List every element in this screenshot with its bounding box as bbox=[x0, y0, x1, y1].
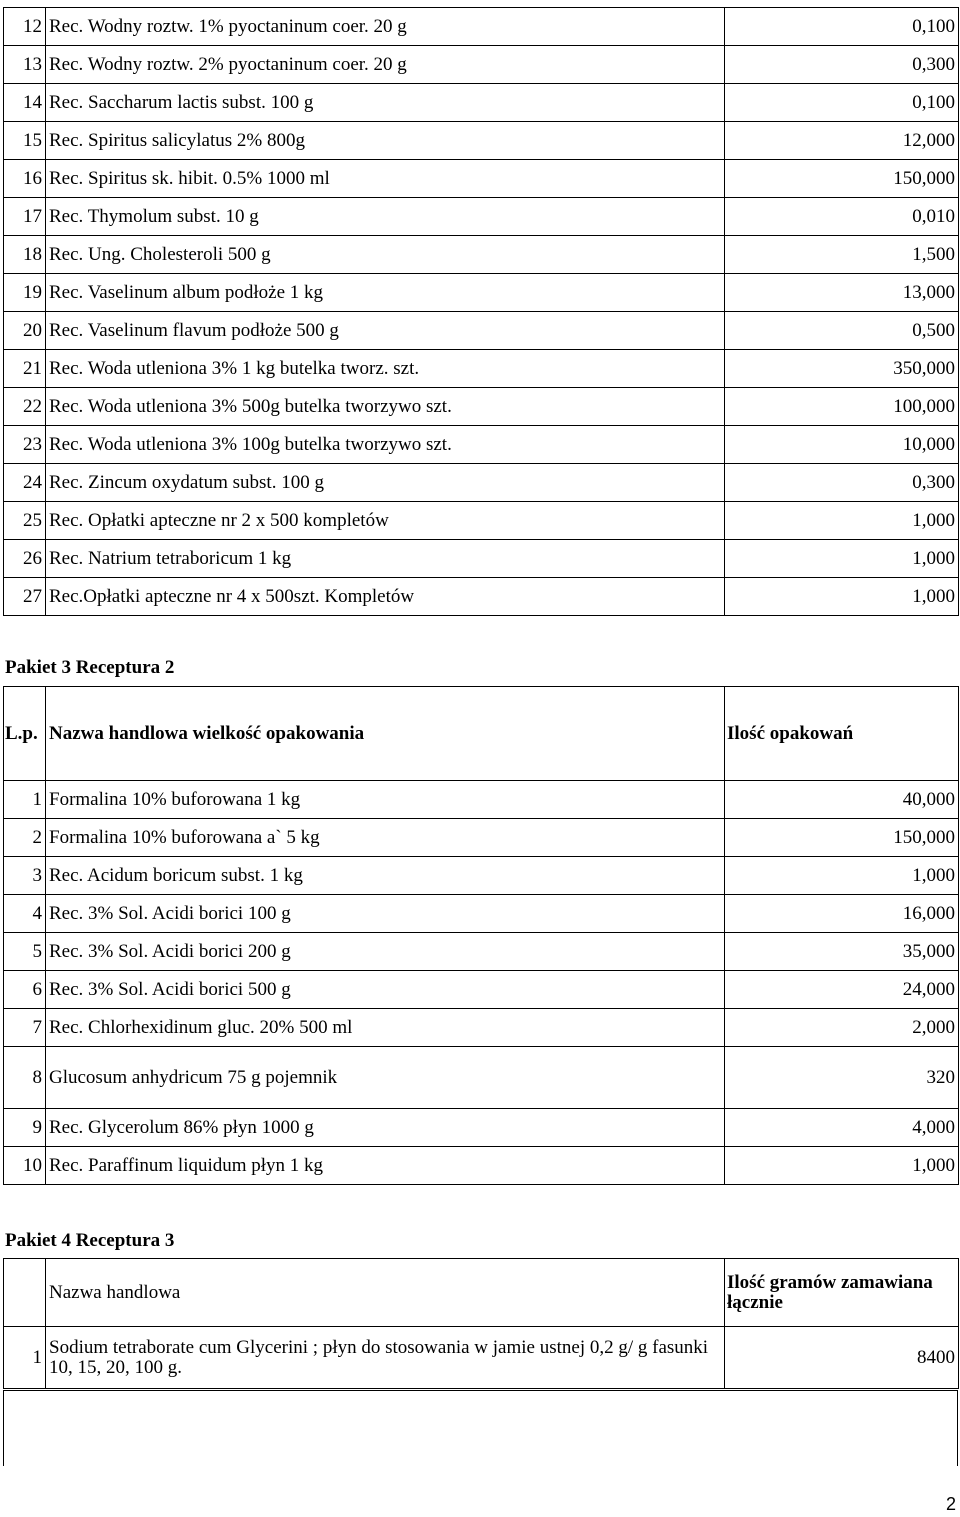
row-qty: 320 bbox=[725, 1047, 959, 1109]
row-name: Rec. Spiritus sk. hibit. 0.5% 1000 ml bbox=[46, 160, 725, 198]
row-name: Rec. Thymolum subst. 10 g bbox=[46, 198, 725, 236]
row-lp: 10 bbox=[4, 1147, 46, 1185]
row-lp: 14 bbox=[4, 84, 46, 122]
row-lp: 23 bbox=[4, 426, 46, 464]
row-lp: 18 bbox=[4, 236, 46, 274]
row-name: Rec. Woda utleniona 3% 500g butelka tworzywo szt. bbox=[46, 388, 725, 426]
row-lp: 9 bbox=[4, 1109, 46, 1147]
table-row bbox=[4, 819, 959, 857]
row-qty: 1,000 bbox=[725, 1147, 959, 1185]
row-name: Formalina 10% buforowana a` 5 kg bbox=[46, 819, 725, 857]
row-name: Glucosum anhydricum 75 g pojemnik bbox=[46, 1047, 725, 1109]
row-qty: 350,000 bbox=[725, 350, 959, 388]
row-qty: 1,000 bbox=[725, 857, 959, 895]
table-row bbox=[4, 971, 959, 1009]
row-lp: 8 bbox=[4, 1047, 46, 1109]
table-row bbox=[4, 578, 959, 616]
table-row bbox=[4, 781, 959, 819]
table-row bbox=[4, 312, 959, 350]
row-lp: 12 bbox=[4, 8, 46, 46]
header-lp-empty bbox=[4, 1259, 46, 1327]
row-qty: 0,100 bbox=[725, 8, 959, 46]
row-lp: 26 bbox=[4, 540, 46, 578]
row-lp: 2 bbox=[4, 819, 46, 857]
table-row bbox=[4, 350, 959, 388]
row-lp: 7 bbox=[4, 1009, 46, 1047]
row-qty: 0,100 bbox=[725, 84, 959, 122]
row-lp: 16 bbox=[4, 160, 46, 198]
row-qty: 0,010 bbox=[725, 198, 959, 236]
row-qty: 0,300 bbox=[725, 464, 959, 502]
table-row bbox=[4, 84, 959, 122]
table-row bbox=[4, 464, 959, 502]
table-row bbox=[4, 46, 959, 84]
row-lp: 15 bbox=[4, 122, 46, 160]
row-lp: 17 bbox=[4, 198, 46, 236]
row-lp: 3 bbox=[4, 857, 46, 895]
row-lp: 27 bbox=[4, 578, 46, 616]
page-number: 2 bbox=[945, 1494, 956, 1514]
table-row bbox=[4, 540, 959, 578]
row-name: Rec. 3% Sol. Acidi borici 500 g bbox=[46, 971, 725, 1009]
row-name: Rec. Saccharum lactis subst. 100 g bbox=[46, 84, 725, 122]
row-name: Rec. Wodny roztw. 2% pyoctaninum coer. 20 g bbox=[46, 46, 725, 84]
row-name: Sodium tetraborate cum Glycerini ; płyn do stosowania w jamie ustnej 0,2 g/ g fasunki 10, 15, 20, 100 g. bbox=[46, 1327, 725, 1389]
row-lp: 19 bbox=[4, 274, 46, 312]
table-row bbox=[4, 857, 959, 895]
table-row bbox=[4, 426, 959, 464]
row-qty: 0,500 bbox=[725, 312, 959, 350]
row-name: Rec. Vaselinum flavum podłoże 500 g bbox=[46, 312, 725, 350]
table-continued bbox=[3, 7, 959, 616]
row-qty: 13,000 bbox=[725, 274, 959, 312]
row-lp: 24 bbox=[4, 464, 46, 502]
row-qty: 0,300 bbox=[725, 46, 959, 84]
header-lp: L.p. bbox=[4, 687, 46, 781]
row-name: Rec. 3% Sol. Acidi borici 200 g bbox=[46, 933, 725, 971]
row-name: Rec. Woda utleniona 3% 100g butelka tworzywo szt. bbox=[46, 426, 725, 464]
row-name: Rec. Chlorhexidinum gluc. 20% 500 ml bbox=[46, 1009, 725, 1047]
row-lp: 4 bbox=[4, 895, 46, 933]
header-qty: Ilość opakowań bbox=[725, 687, 959, 781]
row-lp: 1 bbox=[4, 1327, 46, 1389]
row-name: Rec. Ung. Cholesteroli 500 g bbox=[46, 236, 725, 274]
row-name: Rec. Wodny roztw. 1% pyoctaninum coer. 20 g bbox=[46, 8, 725, 46]
row-lp: 25 bbox=[4, 502, 46, 540]
table-row bbox=[4, 198, 959, 236]
row-name: Rec. Woda utleniona 3% 1 kg butelka tworz. szt. bbox=[46, 350, 725, 388]
row-name: Rec.Opłatki apteczne nr 4 x 500szt. Kompletów bbox=[46, 578, 725, 616]
row-lp: 22 bbox=[4, 388, 46, 426]
table-row bbox=[4, 1109, 959, 1147]
row-name: Rec. Natrium tetraboricum 1 kg bbox=[46, 540, 725, 578]
row-qty: 8400 bbox=[725, 1327, 959, 1389]
row-lp: 21 bbox=[4, 350, 46, 388]
row-lp: 20 bbox=[4, 312, 46, 350]
row-qty: 1,000 bbox=[725, 540, 959, 578]
table-row bbox=[4, 122, 959, 160]
table-row bbox=[4, 895, 959, 933]
row-qty: 1,000 bbox=[725, 578, 959, 616]
table-row bbox=[4, 502, 959, 540]
row-qty: 40,000 bbox=[725, 781, 959, 819]
table-row bbox=[4, 1047, 959, 1109]
row-name: Rec. Zincum oxydatum subst. 100 g bbox=[46, 464, 725, 502]
pakiet4-table bbox=[3, 1258, 959, 1389]
pakiet3-table bbox=[3, 686, 959, 1185]
row-name: Formalina 10% buforowana 1 kg bbox=[46, 781, 725, 819]
row-qty: 150,000 bbox=[725, 819, 959, 857]
row-lp: 5 bbox=[4, 933, 46, 971]
row-qty: 4,000 bbox=[725, 1109, 959, 1147]
table-row bbox=[4, 160, 959, 198]
table-row bbox=[4, 274, 959, 312]
row-qty: 35,000 bbox=[725, 933, 959, 971]
row-name: Rec. Spiritus salicylatus 2% 800g bbox=[46, 122, 725, 160]
row-name: Rec. Vaselinum album podłoże 1 kg bbox=[46, 274, 725, 312]
table-row bbox=[4, 388, 959, 426]
row-name: Rec. Acidum boricum subst. 1 kg bbox=[46, 857, 725, 895]
row-qty: 150,000 bbox=[725, 160, 959, 198]
header-qty: Ilość gramów zamawiana łącznie bbox=[725, 1259, 959, 1327]
row-qty: 2,000 bbox=[725, 1009, 959, 1047]
pakiet4-title: Pakiet 4 Receptura 3 bbox=[5, 1230, 175, 1251]
pakiet3-title: Pakiet 3 Receptura 2 bbox=[5, 657, 175, 678]
table-row bbox=[4, 1327, 959, 1389]
row-qty: 1,500 bbox=[725, 236, 959, 274]
row-qty: 16,000 bbox=[725, 895, 959, 933]
row-name: Rec. Glycerolum 86% płyn 1000 g bbox=[46, 1109, 725, 1147]
row-lp: 1 bbox=[4, 781, 46, 819]
row-name: Rec. 3% Sol. Acidi borici 100 g bbox=[46, 895, 725, 933]
table-row bbox=[4, 933, 959, 971]
pakiet3-header-row bbox=[4, 687, 959, 781]
row-name: Rec. Paraffinum liquidum płyn 1 kg bbox=[46, 1147, 725, 1185]
header-name: Nazwa handlowa wielkość opakowania bbox=[46, 687, 725, 781]
table-row bbox=[4, 236, 959, 274]
row-name: Rec. Opłatki apteczne nr 2 x 500 kompletów bbox=[46, 502, 725, 540]
row-qty: 100,000 bbox=[725, 388, 959, 426]
header-name: Nazwa handlowa bbox=[46, 1259, 725, 1327]
row-lp: 13 bbox=[4, 46, 46, 84]
row-qty: 10,000 bbox=[725, 426, 959, 464]
row-qty: 12,000 bbox=[725, 122, 959, 160]
row-qty: 1,000 bbox=[725, 502, 959, 540]
pakiet4-header-row bbox=[4, 1259, 959, 1327]
empty-table-row bbox=[3, 1390, 958, 1466]
row-qty: 24,000 bbox=[725, 971, 959, 1009]
table-row bbox=[4, 1009, 959, 1047]
table-row bbox=[4, 1147, 959, 1185]
table-row bbox=[4, 8, 959, 46]
row-lp: 6 bbox=[4, 971, 46, 1009]
